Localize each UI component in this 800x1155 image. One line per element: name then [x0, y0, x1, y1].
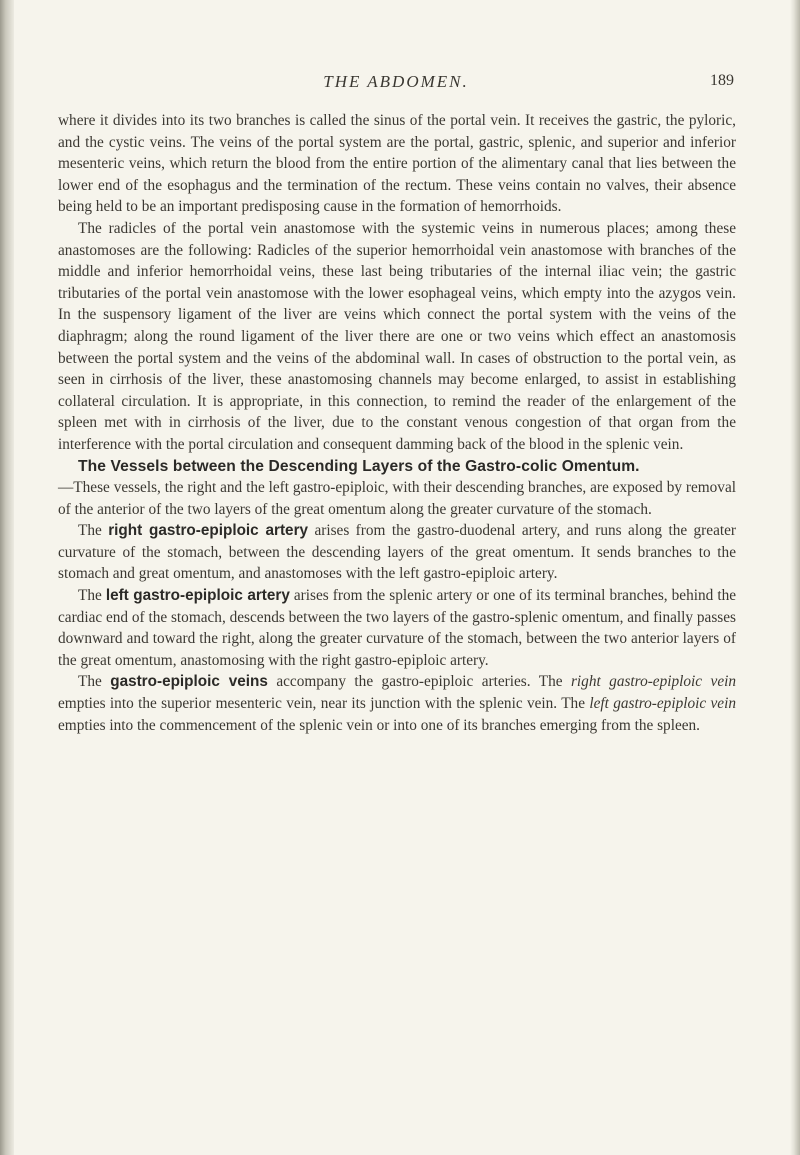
veins-text-1: accompany the gastro-epiploic arteries. The: [267, 673, 571, 691]
paragraph-portal-vein: where it divides into its two branches is called the sinus of the portal vein. It receives the gastric, the pyloric, and the cystic veins. The veins of the portal system are the portal, gastric, splenic, and superior and inferior mesenteric veins, which return the blood from the entire portion of the alimentary canal that lies between the lower end of the esophagus and the termination of the rectum. These veins contain no valves, their absence being held to be an important predisposing cause in the formation of hemorrhoids.: [58, 112, 736, 216]
right-artery-lead: The: [78, 522, 109, 540]
page-header: [58, 72, 734, 98]
veins-italic-right: right gastro-epiploic vein: [570, 673, 737, 691]
page-edge-shadow-left: [0, 0, 14, 1155]
section-intro: —These vessels, the right and the left gastro-epiploic, with their descending branches, are exposed by removal of the anterior of the two layers of the great omentum along the greater curvature of the stomach.: [58, 479, 736, 518]
paragraph-left-artery: [58, 585, 736, 671]
veins-lead: The: [78, 673, 111, 691]
body-text: [58, 110, 736, 736]
left-artery-term: left gastro-epiploic artery: [105, 587, 290, 605]
veins-text-2: empties into the superior mesenteric vein, near its junction with the splenic vein. The: [58, 695, 590, 713]
left-artery-lead: The: [78, 587, 106, 605]
left-artery-text: arises from the splenic artery or one of its terminal branches, behind the cardiac end of the stomach, descends between the two layers of the gastro-splenic omentum, and finally passes downward and toward the right, along the greater curvature of the stomach, between the two anterior layers of the great omentum, anastomosing with the right gastro-epiploic artery.: [58, 587, 737, 669]
paragraph-right-artery: [58, 520, 736, 585]
veins-italic-left: left gastro-epiploic vein: [589, 695, 736, 713]
paragraph-radicles: The radicles of the portal vein anastomose with the systemic veins in numerous places; among these anastomoses are the following: Radicles of the superior hemorrhoidal vein anastomose with branches of the middle and inferior hemorrhoidal veins, these last being tributaries of the internal iliac vein; the gastric tributaries of the portal vein anastomose with the lower esophageal veins, which empty into the azygos vein. In the suspensory ligament of the liver are veins which connect the portal system with the veins of the diaphragm; along the round ligament of the liver there are one or two veins which effect an anastomosis between the portal system and the veins of the abdominal wall. In cases of obstruction to the portal vein, as seen in cirrhosis of the liver, these anastomosing channels may become enlarged, to assist in establishing collateral circulation. It is appropriate, in this connection, to remind the reader of the enlargement of the spleen met with in cirrhosis of the liver, due to the constant venous congestion of that organ from the interference with the portal circulation and consequent damming back of the blood in the splenic vein.: [58, 219, 736, 453]
veins-text-3: empties into the commencement of the splenic vein or into one of its branches emerging from the spleen.: [58, 716, 701, 734]
running-title: THE ABDOMEN.: [323, 72, 469, 91]
paragraph-veins: [58, 671, 736, 736]
right-artery-term: right gastro-epiploic artery: [108, 522, 309, 540]
right-artery-text: arises from the gastro-duodenal artery, and runs along the greater curvature of the stomach, between the descending layers of the great omentum. It sends branches to the stomach and great omentum, and anastomoses with the left gastro-epiploic artery.: [58, 522, 736, 583]
page-number: 189: [710, 72, 734, 89]
page-edge-shadow-right: [790, 0, 800, 1155]
section-heading: The Vessels between the Descending Layers of the Gastro-colic Omentum.: [78, 457, 640, 475]
veins-term: gastro-epiploic veins: [110, 673, 268, 691]
